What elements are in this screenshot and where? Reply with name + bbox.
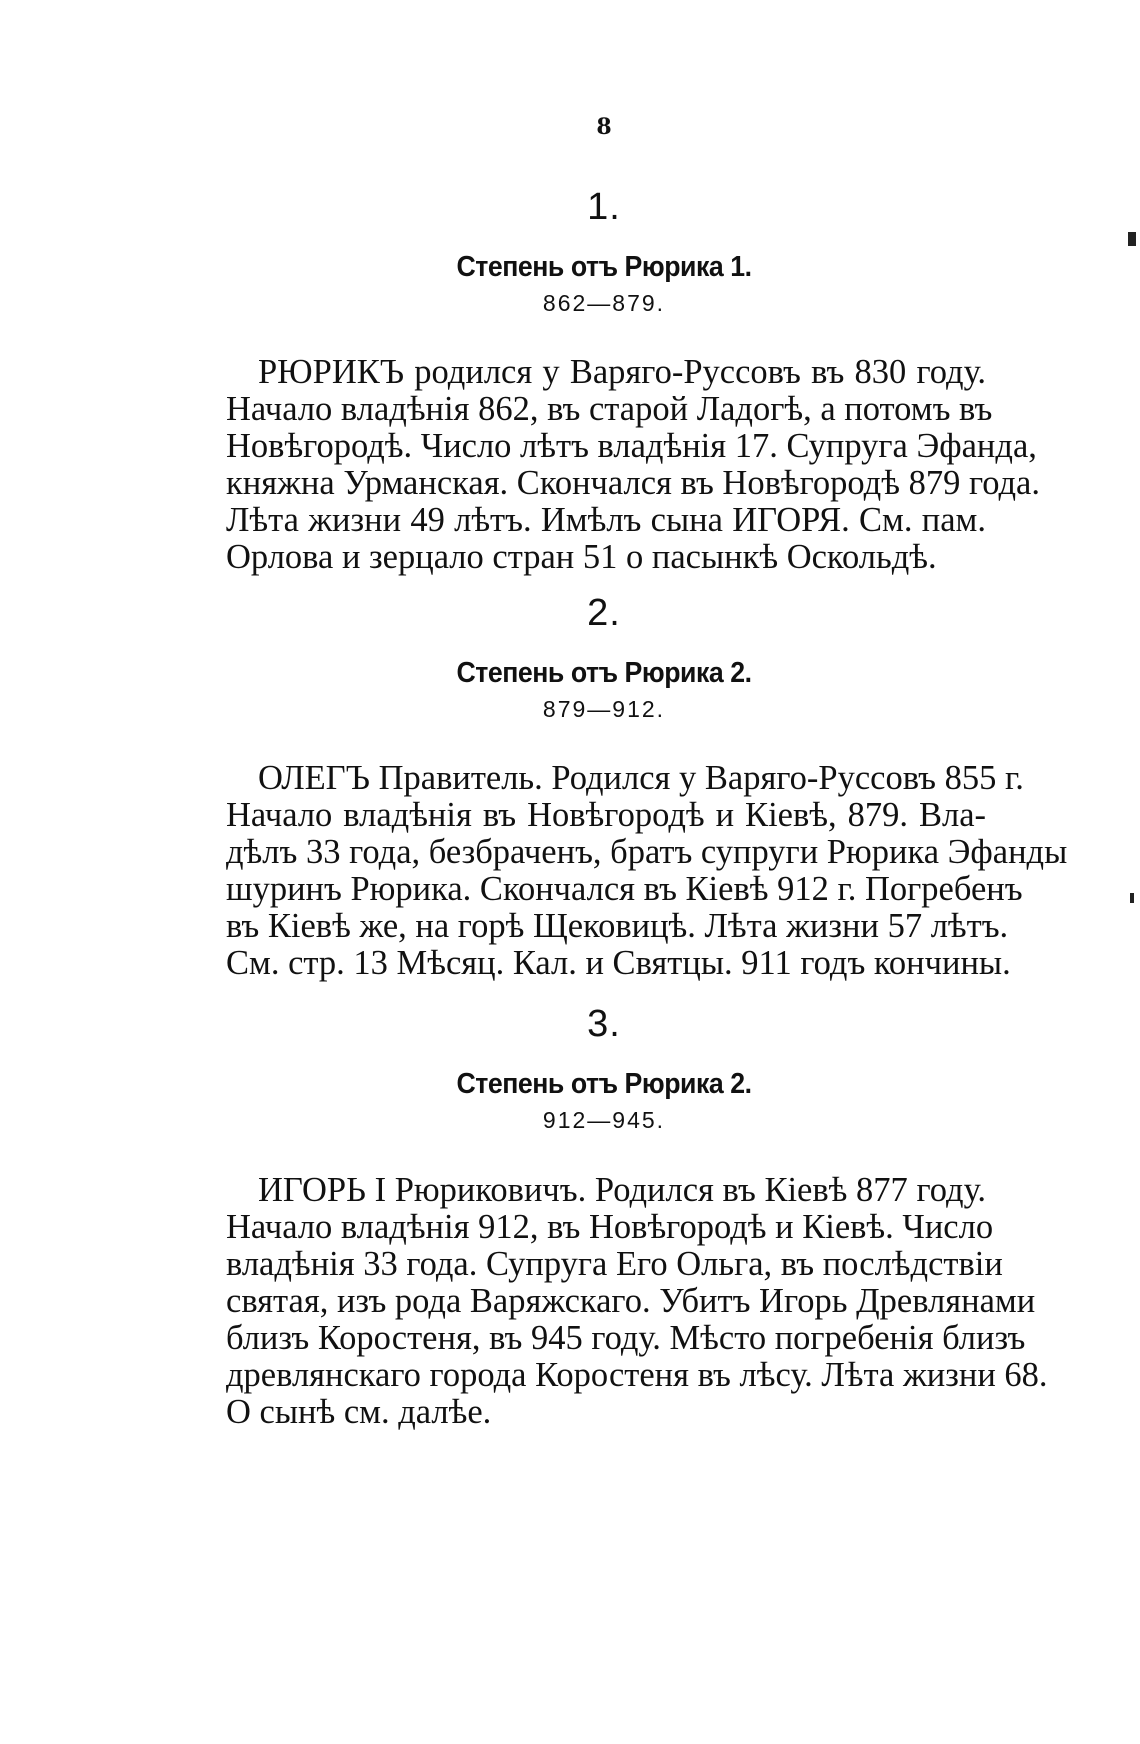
degree-title: Степень отъ Рюрика 2. [456,1068,752,1100]
text-line: святая, изъ рода Варяжскаго. Убитъ Игорь Древлянами [226,1282,1036,1320]
entry-3-text [226,1171,1048,1431]
scan-mark [1128,232,1136,246]
text-line: РЮРИКЪ родился у Варяго-Руссовъ въ 830 году. [258,353,986,391]
text-line: дѣлъ 33 года, безбраченъ, братъ супруги Рюрика Эфанды [226,833,1068,871]
page-number: 8 [596,114,612,140]
entry-1-heading [0,186,1140,317]
text-line: Начало владѣнія въ Новѣгородѣ и Кіевѣ, 879. Вла- [226,796,986,834]
entry-2-text [226,759,1068,982]
entry-2-heading [0,592,1140,723]
text-line: Новѣгородѣ. Число лѣтъ владѣнія 17. Супруга Эфанда, [226,427,1037,465]
reign-years: 862—879. [542,290,666,316]
degree-title: Степень отъ Рюрика 1. [456,251,752,283]
reign-years: 879—912. [542,696,666,722]
degree-title: Степень отъ Рюрика 2. [456,657,752,689]
text-line: княжна Урманская. Скончался въ Новѣгородѣ 879 года. [226,464,1040,502]
text-line: владѣнія 33 года. Супруга Его Ольга, въ послѣдствіи [226,1245,1003,1283]
entry-number: 2. [587,592,621,634]
reign-years: 912—945. [542,1107,666,1133]
text-line: Начало владѣнія 862, въ старой Ладогѣ, а потомъ въ [226,390,993,428]
entry-3-heading [0,1003,1140,1134]
text-line: Орлова и зерцало стран 51 о пасынкѣ Оскольдѣ. [226,538,937,576]
text-line: ИГОРЬ I Рюриковичъ. Родился въ Кіевѣ 877 году. [258,1171,986,1209]
text-line: См. стр. 13 Мѣсяц. Кал. и Святцы. 911 годъ кончины. [226,944,1011,982]
scan-mark [1130,893,1134,903]
text-line: Начало владѣнія 912, въ Новѣгородѣ и Кіевѣ. Число [226,1208,994,1246]
entry-number: 1. [587,186,621,228]
text-line: ОЛЕГЪ Правитель. Родился у Варяго-Руссовъ 855 г. [258,759,1024,797]
text-line: шуринъ Рюрика. Скончался въ Кіевѣ 912 г. Погребенъ [226,870,1023,908]
text-line: древлянскаго города Коростеня въ лѣсу. Лѣта жизни 68. [226,1356,1048,1394]
entry-number: 3. [587,1003,621,1045]
text-line: О сынѣ см. далѣе. [226,1393,492,1431]
entry-1-text [226,353,1040,576]
text-line: Лѣта жизни 49 лѣтъ. Имѣлъ сына ИГОРЯ. См. пам. [226,501,986,539]
text-line: близъ Коростеня, въ 945 году. Мѣсто погребенія близъ [226,1319,1026,1357]
text-line: въ Кіевѣ же, на горѣ Щековицѣ. Лѣта жизни 57 лѣтъ. [226,907,1009,945]
